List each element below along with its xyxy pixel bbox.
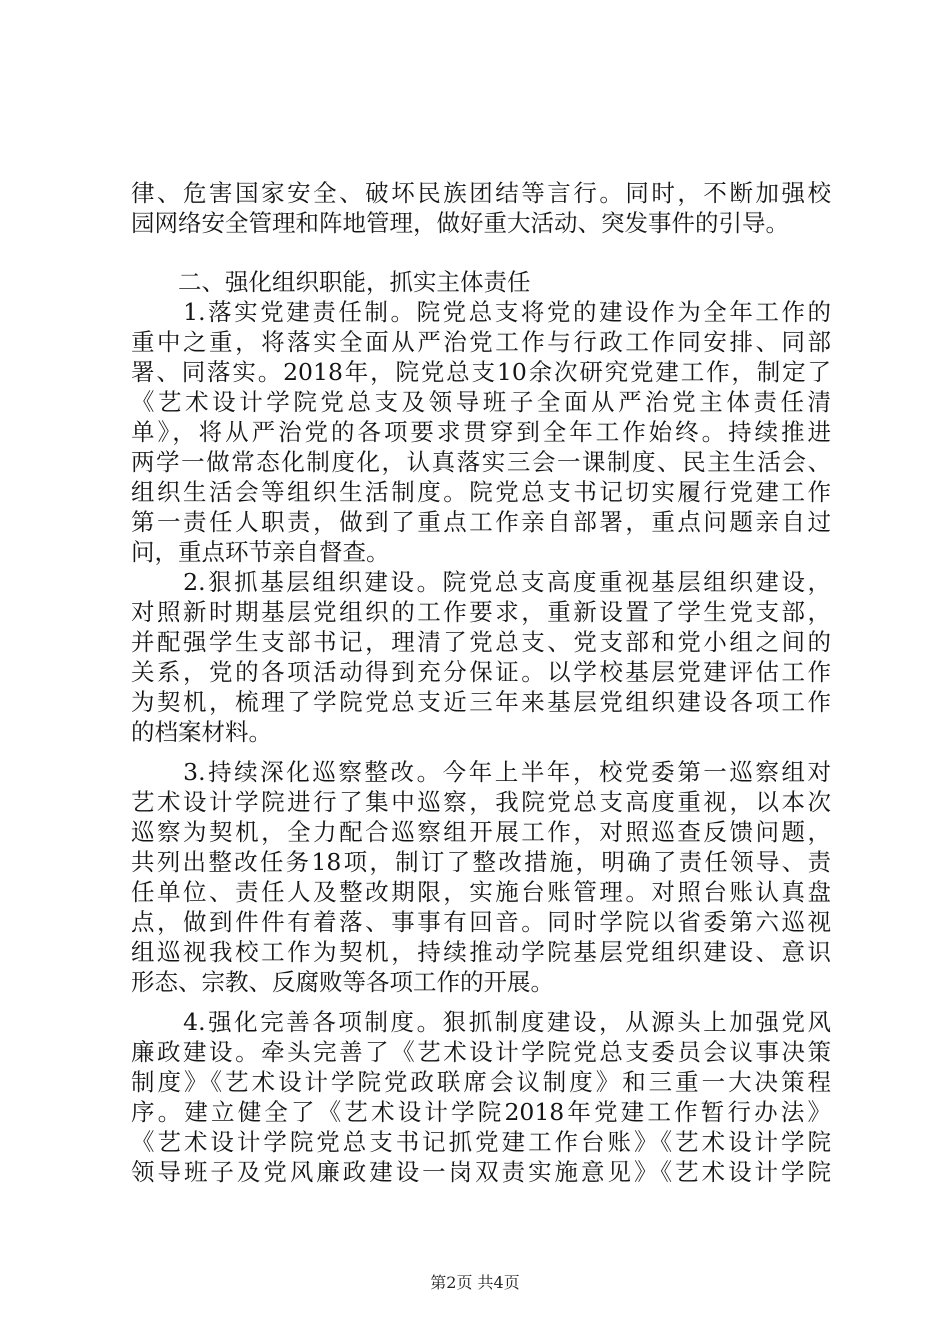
text-line: 制度》《艺术设计学院党政联席会议制度》和三重一大决策程 — [131, 1068, 831, 1096]
text-line: 廉政建设。牵头完善了《艺术设计学院党总支委员会议事决策 — [131, 1038, 831, 1066]
text-line: 1.落实党建责任制。院党总支将党的建设作为全年工作的 — [131, 298, 831, 326]
text-line: 律、危害国家安全、破坏民族团结等言行。同时，不断加强校 — [131, 179, 831, 207]
text-line: 艺术设计学院进行了集中巡察，我院党总支高度重视，以本次 — [131, 788, 831, 816]
text-line: 园网络安全管理和阵地管理，做好重大活动、突发事件的引导。 — [131, 209, 789, 237]
text-line: 第一责任人职责，做到了重点工作亲自部署，重点问题亲自过 — [131, 508, 831, 536]
text-line: 形态、宗教、反腐败等各项工作的开展。 — [131, 968, 554, 996]
page-number-footer: 第2页 共4页 — [430, 1273, 520, 1292]
text-line: 问，重点环节亲自督查。 — [131, 538, 390, 566]
text-line: 署、同落实。2018年，院党总支10余次研究党建工作，制定了 — [131, 358, 831, 386]
text-line: 关系，党的各项活动得到充分保证。以学校基层党建评估工作 — [131, 658, 831, 686]
text-line: 单》，将从严治党的各项要求贯穿到全年工作始终。持续推进 — [131, 418, 831, 446]
text-line: 2.狠抓基层组织建设。院党总支高度重视基层组织建设， — [131, 568, 831, 596]
text-line: 为契机，梳理了学院党总支近三年来基层党组织建设各项工作 — [131, 688, 831, 716]
text-line: 点，做到件件有着落、事事有回音。同时学院以省委第六巡视 — [131, 908, 831, 936]
text-line: 领导班子及党风廉政建设一岗双责实施意见》《艺术设计学院 — [131, 1158, 831, 1186]
text-line: 并配强学生支部书记，理清了党总支、党支部和党小组之间的 — [131, 628, 831, 656]
text-line: 任单位、责任人及整改期限，实施台账管理。对照台账认真盘 — [131, 878, 831, 906]
text-line: 序。建立健全了《艺术设计学院2018年党建工作暂行办法》 — [131, 1098, 831, 1126]
text-line: 组巡视我校工作为契机，持续推动学院基层党组织建设、意识 — [131, 938, 831, 966]
text-line: 的档案材料。 — [131, 718, 272, 746]
text-line: 重中之重，将落实全面从严治党工作与行政工作同安排、同部 — [131, 328, 831, 356]
text-line: 4.强化完善各项制度。狠抓制度建设，从源头上加强党风 — [131, 1008, 831, 1036]
text-line: 《艺术设计学院党总支书记抓党建工作台账》《艺术设计学院 — [131, 1128, 831, 1156]
text-line: 两学一做常态化制度化，认真落实三会一课制度、民主生活会、 — [131, 448, 831, 476]
text-line: 巡察为契机，全力配合巡察组开展工作，对照巡查反馈问题， — [131, 818, 831, 846]
text-line: 对照新时期基层党组织的工作要求，重新设置了学生党支部， — [131, 598, 831, 626]
text-line: 《艺术设计学院党总支及领导班子全面从严治党主体责任清 — [131, 388, 831, 416]
section-heading: 二、强化组织职能，抓实主体责任 — [131, 268, 531, 296]
text-line: 组织生活会等组织生活制度。院党总支书记切实履行党建工作 — [131, 478, 831, 506]
text-line: 共列出整改任务18项，制订了整改措施，明确了责任领导、责 — [131, 848, 831, 876]
text-line: 3.持续深化巡察整改。今年上半年，校党委第一巡察组对 — [131, 758, 831, 786]
